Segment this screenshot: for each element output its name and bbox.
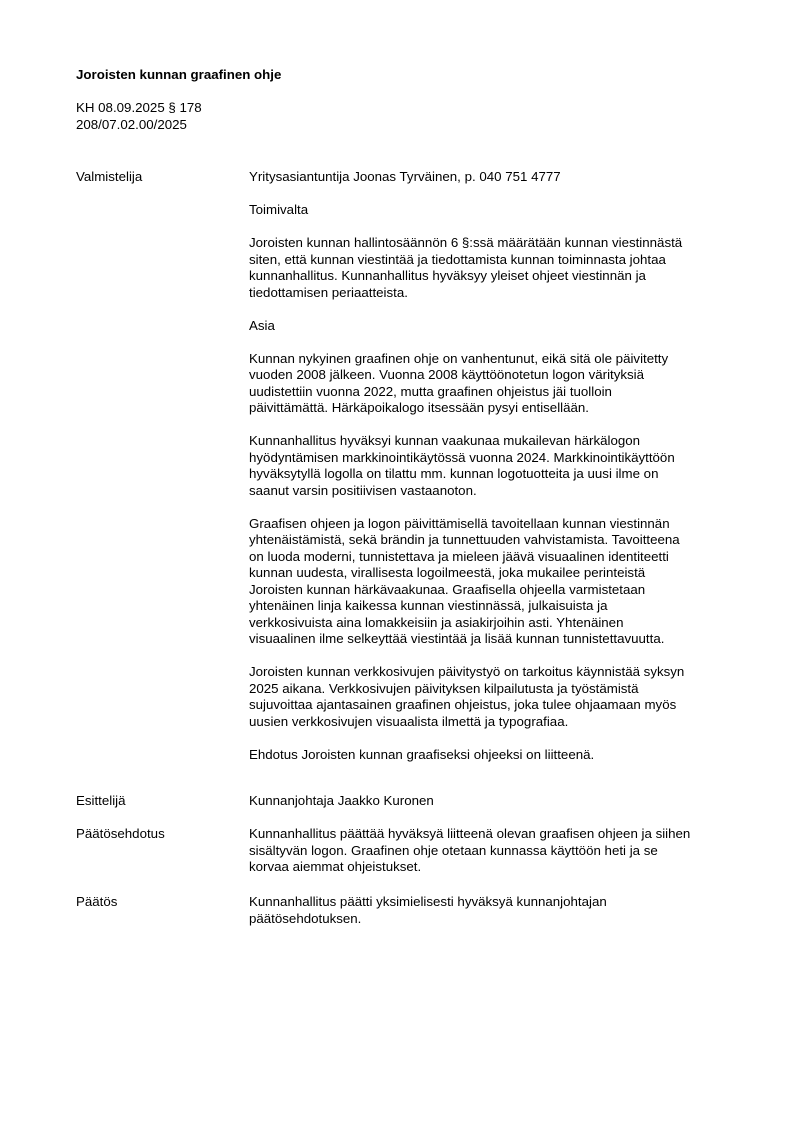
section-label: Päätös bbox=[76, 894, 118, 909]
document-meta bbox=[76, 100, 202, 133]
paragraph: Kunnanhallitus hyväksyi kunnan vaakunaa mukailevan härkälogon hyödyntämisen markkinointikäytössä vuonna 2024. Markkinointikäyttöön hyväksytyllä logolla on tilattu mm. kunnan logotuotteita ja uusi ilme on saanut varsin positiivisen vastaanoton. bbox=[249, 433, 675, 498]
section-content bbox=[249, 826, 746, 876]
section-label: Valmistelija bbox=[76, 169, 143, 184]
section-content bbox=[249, 793, 746, 810]
section-content bbox=[249, 169, 746, 763]
paragraph: Ehdotus Joroisten kunnan graafiseksi ohjeeksi on liitteenä. bbox=[249, 746, 595, 762]
presenter-line: Kunnanjohtaja Jaakko Kuronen bbox=[249, 793, 434, 808]
section-label: Esittelijä bbox=[76, 793, 126, 808]
paragraph: Joroisten kunnan verkkosivujen päivitystyö on tarkoitus käynnistää syksyn 2025 aikana. Verkkosivujen päivityksen kilpailutusta ja työstämistä sujuvoittaa ajantasainen graafinen ohjeistus, joka tulee ohjaamaan myös uusien verkkosivujen visuaalista ilmettä ja typografiaa. bbox=[249, 664, 685, 729]
record-number: 208/07.02.00/2025 bbox=[76, 116, 187, 132]
subheading-toimivalta: Toimivalta bbox=[249, 202, 309, 217]
document-title: Joroisten kunnan graafinen ohje bbox=[76, 67, 282, 82]
preparer-line: Yritysasiantuntija Joonas Tyrväinen, p. 040 751 4777 bbox=[249, 169, 561, 184]
paragraph: Kunnan nykyinen graafinen ohje on vanhentunut, eikä sitä ole päivitetty vuoden 2008 jälkeen. Vuonna 2008 käyttöönotetun logon värityksiä uudistettiin vuonna 2022, mutta graafinen ohjeistus jäi tuolloin päivittämättä. Härkäpoikalogo itsessään pysyi entisellään. bbox=[249, 350, 669, 415]
section-label: Päätösehdotus bbox=[76, 826, 165, 841]
subheading-asia: Asia bbox=[249, 317, 275, 333]
paragraph: Kunnanhallitus päättää hyväksyä liitteenä olevan graafisen ohjeen ja siihen sisältyvän logon. Graafinen ohje otetaan kunnassa käyttöön heti ja se korvaa aiemmat ohjeistukset. bbox=[249, 826, 691, 874]
section-content bbox=[249, 894, 746, 927]
meeting-reference: KH 08.09.2025 § 178 bbox=[76, 100, 202, 115]
paragraph: Graafisen ohjeen ja logon päivittämisellä tavoitellaan kunnan viestinnän yhtenäistämistä, sekä brändin ja tunnettuuden vahvistamista. Tavoitteena on luoda moderni, tunnistettava ja mieleen jäävä visuaalinen identiteetti kunnan uudesta, virallisesta logoilmeestä, joka mukailee perinteistä Joroisten kunnan härkävaakunaa. Graafisella ohjeella varmistetaan yhtenäinen linja kaikessa kunnan viestinnässä, julkaisuista ja verkkosivuista aina lomakkeisiin ja asiakirjoihin asti. Yhtenäinen visuaalinen ilme selkeyttää viestintää ja lisää kunnan tunnistettavuutta. bbox=[249, 515, 680, 646]
paragraph: Kunnanhallitus päätti yksimielisesti hyväksyä kunnanjohtajan päätösehdotuksen. bbox=[249, 894, 607, 926]
paragraph: Joroisten kunnan hallintosäännön 6 §:ssä määrätään kunnan viestinnästä siten, että kunnan viestintää ja tiedottamista kunnan toiminnasta johtaa kunnanhallitus. Kunnanhallitus hyväksyy yleiset ohjeet viestinnän ja tiedottamisen periaatteista. bbox=[249, 235, 683, 300]
